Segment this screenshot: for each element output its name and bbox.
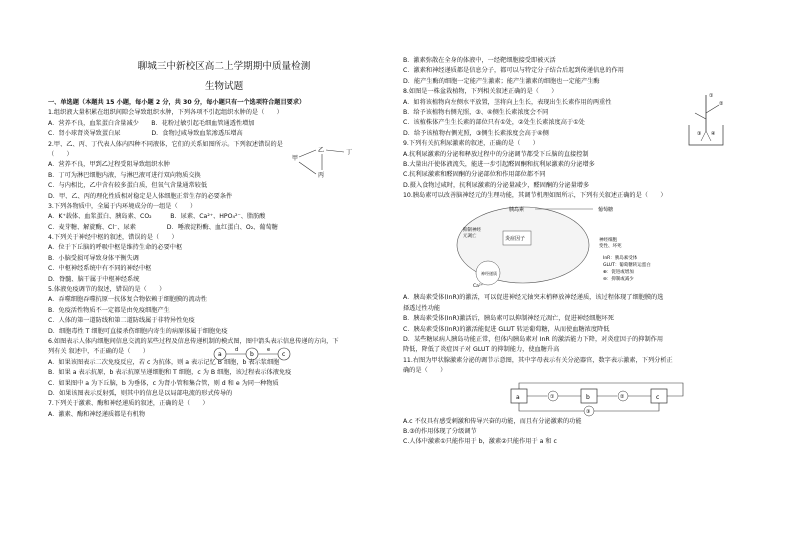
fig10-inhibit: 抑制神经 [463,228,481,234]
fig10-vesicle: 神经递质 [481,271,497,277]
fig10-celldeath: 神经细胞 [599,238,617,244]
fig6-b: b [250,351,254,359]
fig10-apoptosis: 元凋亡 [463,234,477,240]
q6-stem: 6.如图表示人体内细胞间信息交流的某些过程及信息传递机制的模式图，图中箭头表示信息传递的方向，下 [48,337,339,345]
q11-option: A.c 不仅具有感受刺激和传导兴奋的功能，而且有分泌激素的功能 [403,417,582,425]
q2-option: A．营养不良，甲到乙过程受阻导致组织水肿 [48,161,170,169]
q6-figure [208,344,318,364]
page-title: 聊城三中新校区高二上学期期中质量检测 [137,61,311,72]
q6-option: C．如果图中 a 为下丘脑，b 为垂体，c 为肾小管和集合管，则 d 和 e 为同一种物质 [48,379,279,387]
fig2-jia: 甲 [292,154,299,162]
q11-option: B.③的作用体现了分级调节 [403,427,477,435]
fig8-3: ③ [697,131,702,138]
fig10-promote: ⊕：促进或增加 [603,270,634,276]
q10-option: B．胰岛素受体(InR)激活后，胰岛素可以抑制神经元凋亡，促进神经细胞坏死 [403,315,614,323]
fig10-death2: 变性、坏死 [599,244,622,250]
q8-stem: 8.如图是一株盆栽植物，下列相关叙述正确的是（ ） [403,88,558,96]
fig2-ding: 丁 [346,148,353,156]
q8-option: A．如将该植物向左侧水平放置，茎将向上生长，表现出生长素作用的两重性 [403,98,612,106]
q3-option: C．麦芽糖、解旋酶、Cl⁻、尿素 D．唾液淀粉酶、血红蛋白、O₂、葡萄糖 [48,223,278,231]
q5-stem: 5.体液免疫调节的叙述，错误的是（ ） [48,286,166,294]
right-column [403,0,763,448]
q10-option: 降低，降低了炎症因子对 GLUT 的抑制能力，使血糖升高 [403,346,560,354]
q11-stem: 11.右图为甲状腺激素分泌的调节示意图，其中字母表示有关分泌器官，数字表示激素，下列分析正 [403,356,673,364]
fig10-inflam: 炎症因子 [505,236,526,243]
fig2-yi: 乙 [318,146,325,154]
fig10-suppress: ⊖：抑制或减少 [603,277,634,283]
q4-option: B．小脑受损可导致身体平衡失调 [48,254,139,262]
q10-option: D．某些糖尿病人胰岛功能正常，但体内胰岛素对 InR 的激活能力下降，对炎症因子的抑制作用 [403,336,664,344]
fig11-c: c [656,393,660,401]
q10-option: C．胰岛素受体(InR)的激活能促进 GLUT 转运葡萄糖，从而使血糖浓度降低 [403,325,610,333]
q11-option: C.人体中激素①只能作用于 b，激素②只能作用于 a 和 c [403,438,557,446]
q2-option: B．丁可为淋巴细胞内液，与淋巴液可进行双向物质交换 [48,171,201,179]
q10-option: 择透过性功能 [403,304,441,312]
q2-figure [288,144,358,180]
q6-option: A．如果该图表示二次免疫反应，若 c 为抗体，则 a 表示记忆 B 细胞，b 表示浆细胞 [48,358,280,366]
fig8-1: ① [709,93,714,100]
q3-stem: 3.下列各物质中，全属于内环境成分的一组是（ ） [48,202,197,210]
fig8-2: ② [719,101,724,108]
q2-stem: 2.甲、乙、丙、丁代表人体内四种不同液体，它们的关系如图所示。下列叙述错误的是 [48,140,283,148]
q5-option: A．吞噬细胞吞噬抗原一抗体复合物依赖于细胞膜的流动性 [48,296,207,304]
fig11-b: b [586,393,590,401]
q8-option: C．该植株体产生生长素的部位只有①处，②处生长素浓度高于①处 [403,119,585,127]
q5-option: D．细胞毒性 T 细胞可直接杀伤细胞内寄生的病原体属于细胞免疫 [48,327,228,335]
q9-option: B.大量出汗使体液流失，能进一步引起醛固酮和抗利尿激素的分泌增多 [403,160,595,168]
q8-option: D．给予该植物右侧光照，③侧生长素浓度会高于④侧 [403,129,549,137]
q6-option: B．如果 a 表示抗原，b 表示抗原呈递细胞和 T 细胞，c 为 B 细胞，该过程表示体液免疫 [48,369,292,377]
q10-figure [403,201,763,293]
left-column [48,0,400,420]
q10-option: A．胰岛素受体(InR)的激活，可以促进神经元轴突末梢释放神经递质，该过程体现了细胞膜的选 [403,294,664,302]
q10-stem: 10.胰岛素可以改善脑神经元的生理功能，其调节机理如图所示，下列有关叙述正确的是（ ） [403,192,667,200]
q7-option: A．激素、酶和神经递质都是有机物 [48,410,146,418]
fig10-inR: InR：胰岛素受体 [603,256,638,262]
fig6-c: c [282,351,286,359]
fig10-glucose: 葡萄糖 [598,207,614,214]
q5-option: B．免疫活性物质不一定都是由免疫细胞产生 [48,306,170,314]
q9-option: A.抗利尿激素的分泌和释放过程中的分泌调节都受下丘脑的直接控制 [403,150,589,158]
fig10-glut: GLUT：葡萄糖转运蛋白 [603,263,651,269]
q4-option: A．位于下丘脑的呼吸中枢是维持生命的必要中枢 [48,244,183,252]
page-subtitle: 生物试题 [204,81,244,92]
q11-figure [403,377,763,417]
q2-option: C．与内相比，乙中含有较多蛋白质，但氧气含量通常较低 [48,182,208,190]
q5-option: C．人体的第一道防线和第二道防线属于非特异性免疫 [48,317,195,325]
q4-option: C．中枢神经系统中有不同的神经中枢 [48,265,152,273]
fig8-4: ④ [711,131,716,138]
fig2-bing: 丙 [318,171,325,179]
q6-stem-cont: 列有关 叙述中，不正确的是（ ） [48,348,149,356]
q7-option: B．激素弥散在全身的体液中，一经靶细胞接受即被灭活 [403,57,556,64]
fig10-ca: Ca²⁺ [473,284,484,290]
fig11-n3: ③ [586,408,591,415]
q2-stem-cont: （ ） [48,150,73,158]
fig11-n1: ① [550,393,555,400]
q6-option: D．如果该图表示反射弧，则其中的信息是以局部电流的形式传导的 [48,389,233,397]
q2-option: D．甲、乙、丙的理化性质相对稳定是人体细胞正常生存的必要条件 [48,192,233,200]
q1-option: C．肾小球肾炎导致蛋白尿 D．食物过咸导致血浆渗透压增高 [48,130,243,138]
fig6-a: a [218,351,222,359]
q7-option: C．激素和神经递质都是信息分子，都可以与特定分子结合后起到传递信息的作用 [403,67,624,75]
fig6-e: e [267,347,271,354]
q1-stem: 1.组织液大量积累在组织间隙会导致组织水肿，下列各项不引起组织水肿的是（ ） [48,109,283,117]
section-heading: 一、单选题（本题共 15 小题，每小题 2 分，共 30 分，每小题只有一个选项符合题目要求） [48,99,306,106]
q7-stem: 7.下列关于激素、酶和神经递质的叙述，正确的是（ ） [48,400,209,408]
q4-stem: 4.下列关于神经中枢的叙述，错误的是（ ） [48,234,178,242]
q9-stem: 9.下列有关抗利尿激素的叙述，正确的是（ ） [403,140,539,148]
fig10-insulin: 胰岛素 [509,207,525,214]
q9-option: C.抗利尿激素和醛固酮的分泌部位和作用部位都不同 [403,171,546,179]
fig11-n2: ② [620,393,625,400]
q7-option: D．能产生酶的细胞一定能产生激素；能产生激素的细胞也一定能产生酶 [403,77,600,85]
q9-option: D.摄入食物过咸时，抗利尿激素的分泌量减少，醛固酮的分泌量增多 [403,181,590,189]
q8-plant-figure [681,91,731,147]
q11-stem-cont: 确的是（ ） [403,367,447,375]
q8-option: B．给予该植物右侧光照，③、④侧生长素浓度会不同 [403,108,549,116]
fig11-a: a [516,393,520,401]
q1-option: A．营养不良，血浆蛋白含量减少 B．花粉过敏引起毛细血管通透性增加 [48,119,255,127]
q3-option: A．K⁺载体、血浆蛋白、胰岛素、CO₂ B．尿素、Ca²⁺、HPO₄²⁻、脂肪酸 [48,213,266,221]
fig6-d: d [235,347,239,354]
q4-option: D．脊髓、脑干属于中枢神经系统 [48,275,140,283]
